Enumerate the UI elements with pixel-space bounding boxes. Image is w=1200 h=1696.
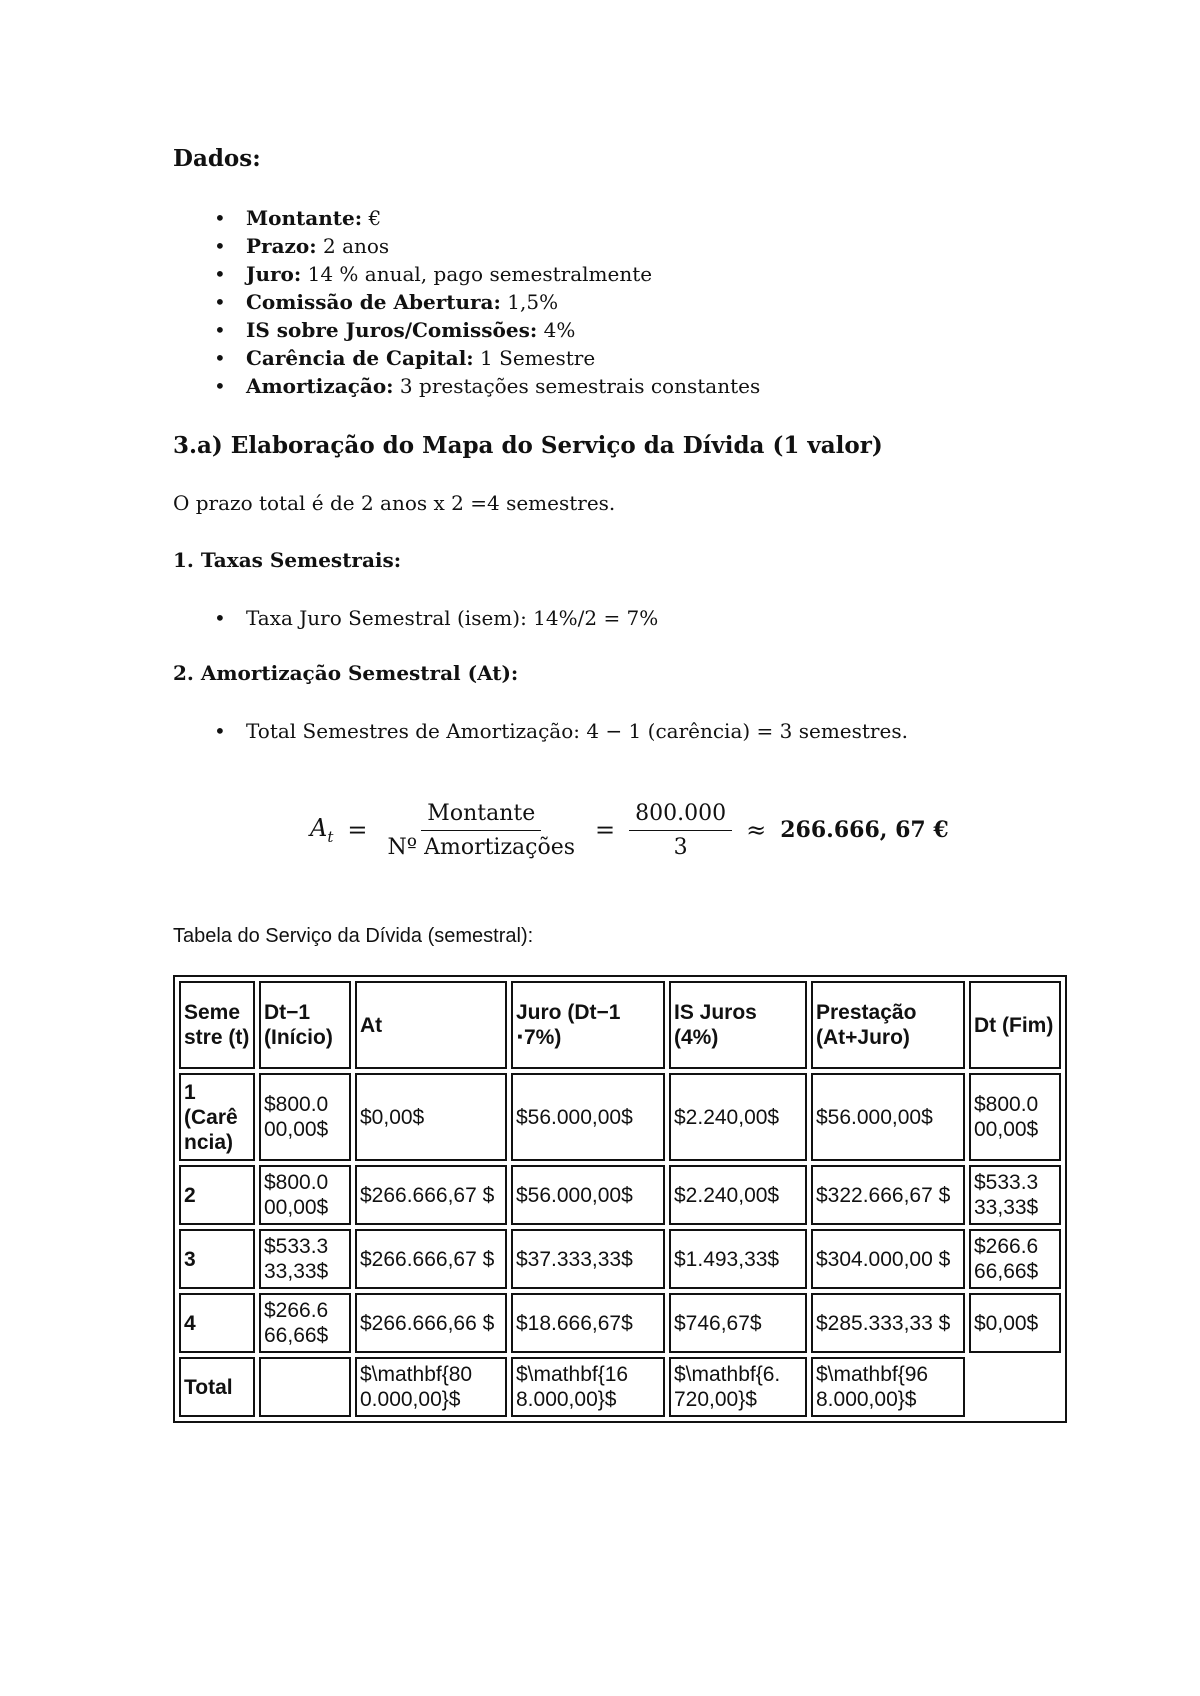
table-cell: 3 [179,1229,255,1289]
item-value: 1,5% [500,290,559,314]
table-header: Juro (Dt−1 ⋅7%) [511,981,665,1069]
formula-fraction-1 [381,801,581,860]
table-header: At [355,981,507,1069]
table-cell: $533.3 33,33$ [969,1165,1061,1225]
taxas-list [210,604,658,632]
amortizacao-heading: 2. Amortização Semestral (At): [173,661,519,685]
table-cell: $266.6 66,66$ [969,1229,1061,1289]
table-cell: $304.000,00 $ [811,1229,965,1289]
formula-equals: = [347,816,368,844]
table-row [179,1165,1061,1225]
formula-result: 266.666, 67 € [780,817,949,843]
formula-fraction-2 [629,801,732,860]
table-cell: $56.000,00$ [511,1073,665,1161]
taxas-heading: 1. Taxas Semestrais: [173,548,402,572]
dados-list [210,204,760,400]
table-cell: $800.0 00,00$ [259,1165,351,1225]
table-total-row [179,1357,1061,1417]
table-cell: $\mathbf{80 0.000,00}$ [355,1357,507,1417]
table-cell: 2 [179,1165,255,1225]
table-cell-empty [969,1357,1061,1417]
table-cell: $\mathbf{16 8.000,00}$ [511,1357,665,1417]
table-header-row [179,981,1061,1069]
amortizacao-list [210,717,908,745]
item-label: Juro: [246,262,302,286]
debt-service-table [173,975,1067,1423]
item-value: € [362,206,382,230]
table-cell: $0,00$ [969,1293,1061,1353]
item-label: Montante: [246,206,363,230]
item-label: Comissão de Abertura: [246,290,501,314]
table-header: Dt−1 (Início) [259,981,351,1069]
table-cell: Total [179,1357,255,1417]
table-cell: $285.333,33 $ [811,1293,965,1353]
table-header: IS Juros (4%) [669,981,807,1069]
table-row [179,1293,1061,1353]
dados-heading: Dados: [173,145,261,172]
item-value: 3 prestações semestrais constantes [393,374,761,398]
item-value: 1 Semestre [473,346,596,370]
table-cell: $322.666,67 $ [811,1165,965,1225]
list-item [210,344,760,372]
table-cell: $56.000,00$ [511,1165,665,1225]
table-row [179,1229,1061,1289]
item-value: 4% [537,318,576,342]
table-cell [259,1357,351,1417]
table-cell: $266.666,67 $ [355,1165,507,1225]
list-item [210,372,760,400]
table-caption: Tabela do Serviço da Dívida (semestral): [173,925,534,947]
formula-var: A [310,814,328,843]
table-cell: $266.6 66,66$ [259,1293,351,1353]
list-item [210,260,760,288]
list-item [210,316,760,344]
table-cell: $746,67$ [669,1293,807,1353]
section-title: 3.a) Elaboração do Mapa do Serviço da Dívida (1 valor) [173,432,883,459]
fraction-numerator: Montante [421,801,541,831]
formula-lhs [310,814,333,846]
table-cell: $266.666,67 $ [355,1229,507,1289]
table-cell: $1.493,33$ [669,1229,807,1289]
table-cell: $2.240,00$ [669,1073,807,1161]
formula-approx: ≈ [746,816,767,844]
table-header: Seme stre (t) [179,981,255,1069]
list-item: • Total Semestres de Amortização: 4 − 1 (carência) = 3 semestres. [210,717,908,745]
table-header: Prestação (At+Juro) [811,981,965,1069]
fraction-numerator: 800.000 [629,801,732,831]
formula-sub: t [327,827,334,846]
list-item [210,204,760,232]
item-value: 14 % anual, pago semestralmente [301,262,653,286]
table-cell: $0,00$ [355,1073,507,1161]
table-cell: 4 [179,1293,255,1353]
item-value: 2 anos [316,234,390,258]
fraction-denominator: Nº Amortizações [387,834,576,860]
list-item [210,232,760,260]
fraction-denominator: 3 [673,834,688,860]
table-cell: $37.333,33$ [511,1229,665,1289]
list-item [210,288,760,316]
table-cell: 1 (Carê ncia) [179,1073,255,1161]
item-label: IS sobre Juros/Comissões: [246,318,538,342]
table-cell: $533.3 33,33$ [259,1229,351,1289]
table-row [179,1073,1061,1161]
table-cell: $56.000,00$ [811,1073,965,1161]
total-period-text: O prazo total é de 2 anos x 2 =4 semestres. [173,491,616,515]
item-label: Carência de Capital: [246,346,474,370]
table-cell: $18.666,67$ [511,1293,665,1353]
table-cell: $266.666,66 $ [355,1293,507,1353]
item-label: Prazo: [246,234,317,258]
table-cell: $800.0 00,00$ [969,1073,1061,1161]
table-cell: $800.0 00,00$ [259,1073,351,1161]
formula-equals: = [595,816,616,844]
table-cell: $\mathbf{6. 720,00}$ [669,1357,807,1417]
table-header: Dt (Fim) [969,981,1061,1069]
list-item: • Taxa Juro Semestral (isem): 14%/2 = 7% [210,604,658,632]
table-cell: $2.240,00$ [669,1165,807,1225]
amortization-formula [310,795,949,865]
table-cell: $\mathbf{96 8.000,00}$ [811,1357,965,1417]
item-label: Amortização: [246,374,394,398]
